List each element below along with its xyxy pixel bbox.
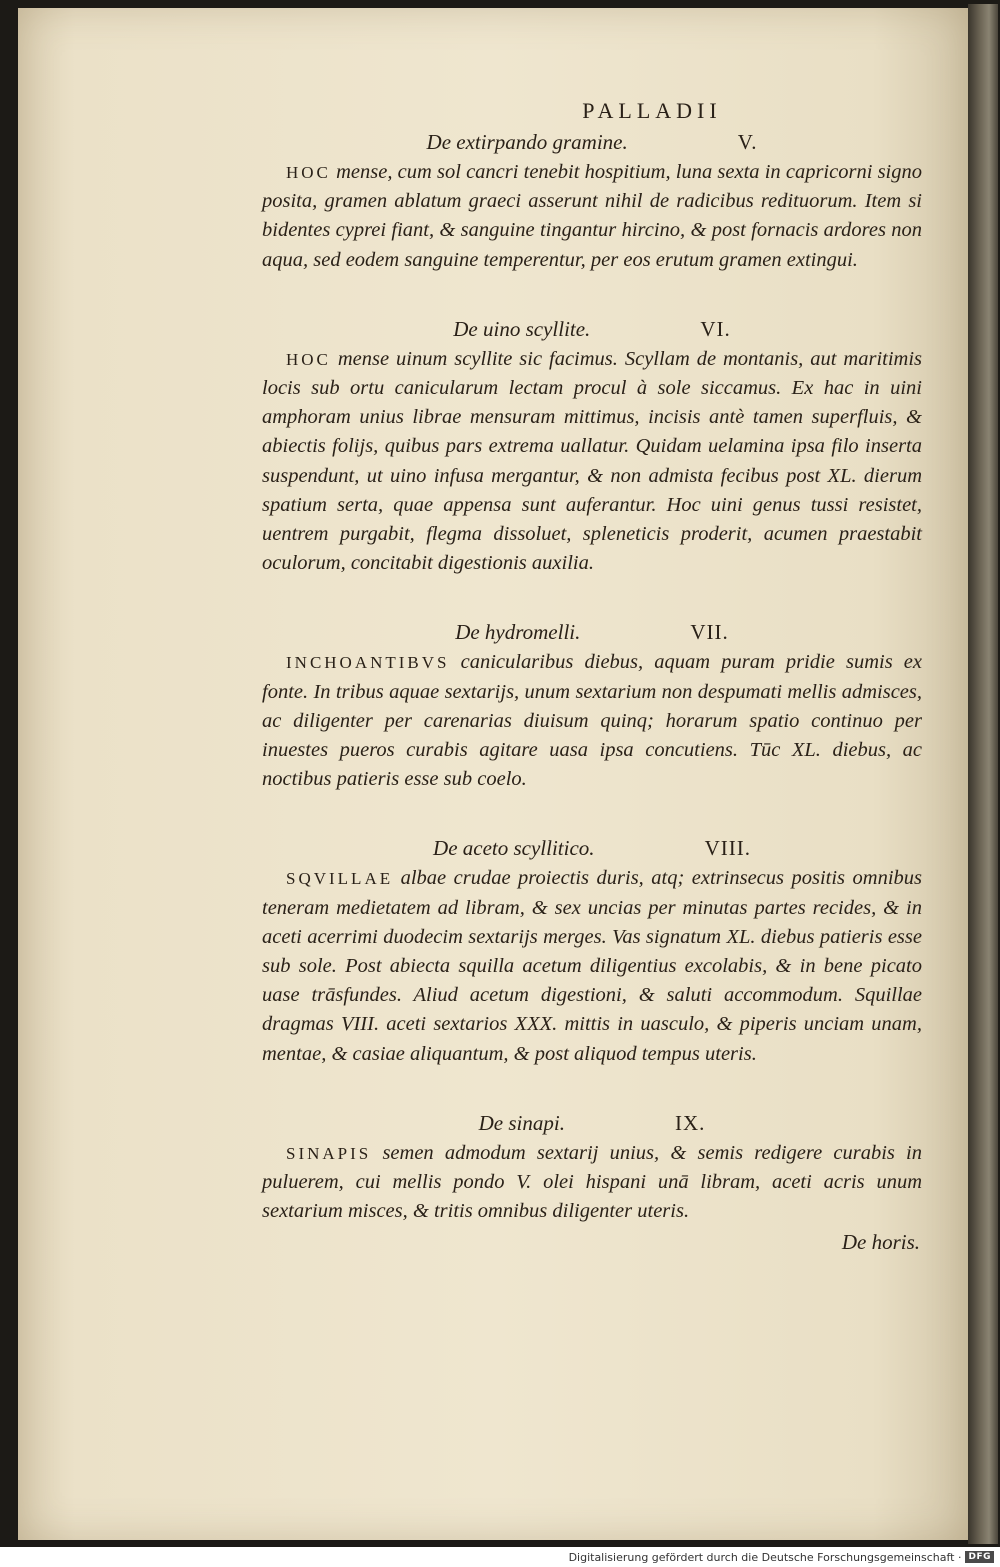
section-opening: HOC: [286, 163, 331, 182]
section-number: VIII.: [704, 836, 751, 861]
section-title: De aceto scyllitico.: [433, 836, 595, 861]
section-heading: [262, 832, 922, 864]
section-number: VI.: [700, 316, 731, 341]
text-block: [262, 98, 922, 1255]
section-heading: [262, 616, 922, 648]
running-head: PALLADII: [582, 98, 722, 123]
catchword: De horis.: [841, 1230, 920, 1255]
section-opening: SQVILLAE: [286, 869, 394, 889]
section-vii: [262, 616, 922, 794]
section-number: VII.: [690, 620, 729, 645]
footer-credit: [0, 1547, 1000, 1567]
section-heading: [262, 313, 922, 345]
page-edge: [968, 4, 998, 1544]
section-title: De hydromelli.: [455, 620, 581, 645]
section-title: De sinapi.: [478, 1110, 565, 1135]
section-body: [262, 1139, 922, 1227]
section-text: mense, cum sol cancri tenebit hospitium, luna sexta in capricorni signo posita, gramen ablatum graeci asserunt nihil de radicibus redituorum. Item si bidentes cyprei fiant, & sanguine tingantur hircino, & post fornacis ardores non aqua, sed eodem sanguine temperentur, per eos erutum gramen extingui.: [262, 161, 923, 271]
section-body: [262, 864, 922, 1068]
footer-credit-text: Digitalisierung gefördert durch die Deutsche Forschungsgemeinschaft ·: [568, 1550, 962, 1564]
section-opening: SINAPIS: [286, 1143, 372, 1163]
section-heading: [262, 126, 922, 158]
section-number: IX.: [674, 1110, 706, 1135]
section-viii: [262, 832, 922, 1068]
section-text: mense uinum scyllite sic facimus. Scyllam de montanis, aut maritimis locis sub ortu canicularum lectam procul à sole siccamus. Ex hac in uini amphoram unius librae mensuram mittimus, incisis antè tamen superfluis, & abiectis folijs, quibus pars extrema uallatur. Quidam uelamina ipsa filo inserta suspendunt, ut uino infusa mergantur, & non admista fecibus post XL. dierum spatium serta, quae appensa sunt auferantur. Hoc uini genus tussi resistet, uentrem purgabit, flegma dissoluet, spleneticis proderit, acumen praestabit oculorum, concitabit digestionis auxilia.: [262, 347, 923, 575]
section-v: [262, 126, 922, 275]
section-title: De uino scyllite.: [453, 316, 591, 341]
section-text: semen admodum sextarij unius, & semis redigere curabis in puluerem, cui mellis pondo V. olei hispani unā libram, aceti acris unum sextarium misces, & tritis omnibus diligenter uteris.: [262, 1141, 923, 1223]
section-body: [262, 345, 922, 579]
section-opening: HOC: [286, 349, 331, 369]
section-text: albae crudae proiectis duris, atq; extrinsecus positis omnibus teneram medietatem ad libram, & sex uncias per minutas partes recides, & in aceti acerrimi duodecim sextarijs merges. Vas signatum XL. diebus patieris esse sub sole. Post abiecta squilla acetum diligentius excolabis, & in bene picato uase trāsfundes. Aliud acetum digestioni, & saluti accommodum. Squillae dragmas VIII. aceti sextarios XXX. mittis in uasculo, & piperis unciam unam, mentae, & casiae aliquantum, & post aliquod tempus uteris.: [262, 867, 923, 1065]
section-body: [262, 158, 922, 275]
section-title: De extirpando gramine.: [426, 130, 628, 154]
section-vi: [262, 313, 922, 579]
section-opening: INCHOANTIBVS: [286, 653, 450, 673]
section-number: V.: [737, 130, 758, 154]
section-body: [262, 648, 922, 794]
section-heading: [262, 1107, 922, 1139]
section-ix: [262, 1107, 922, 1227]
dfg-logo-icon: DFG: [965, 1551, 994, 1563]
section-text: canicularibus diebus, aquam puram pridie sumis ex fonte. In tribus aquae sextarijs, unum sextarium non despumati mellis admisces, ac diligenter per carenarias diuisum quinq; horarum spatio continuo per inuestes pueros curabis agitare uasa ipsa concutiens. Tūc XL. diebus, ac noctibus patieris esse sub coelo.: [262, 651, 922, 791]
